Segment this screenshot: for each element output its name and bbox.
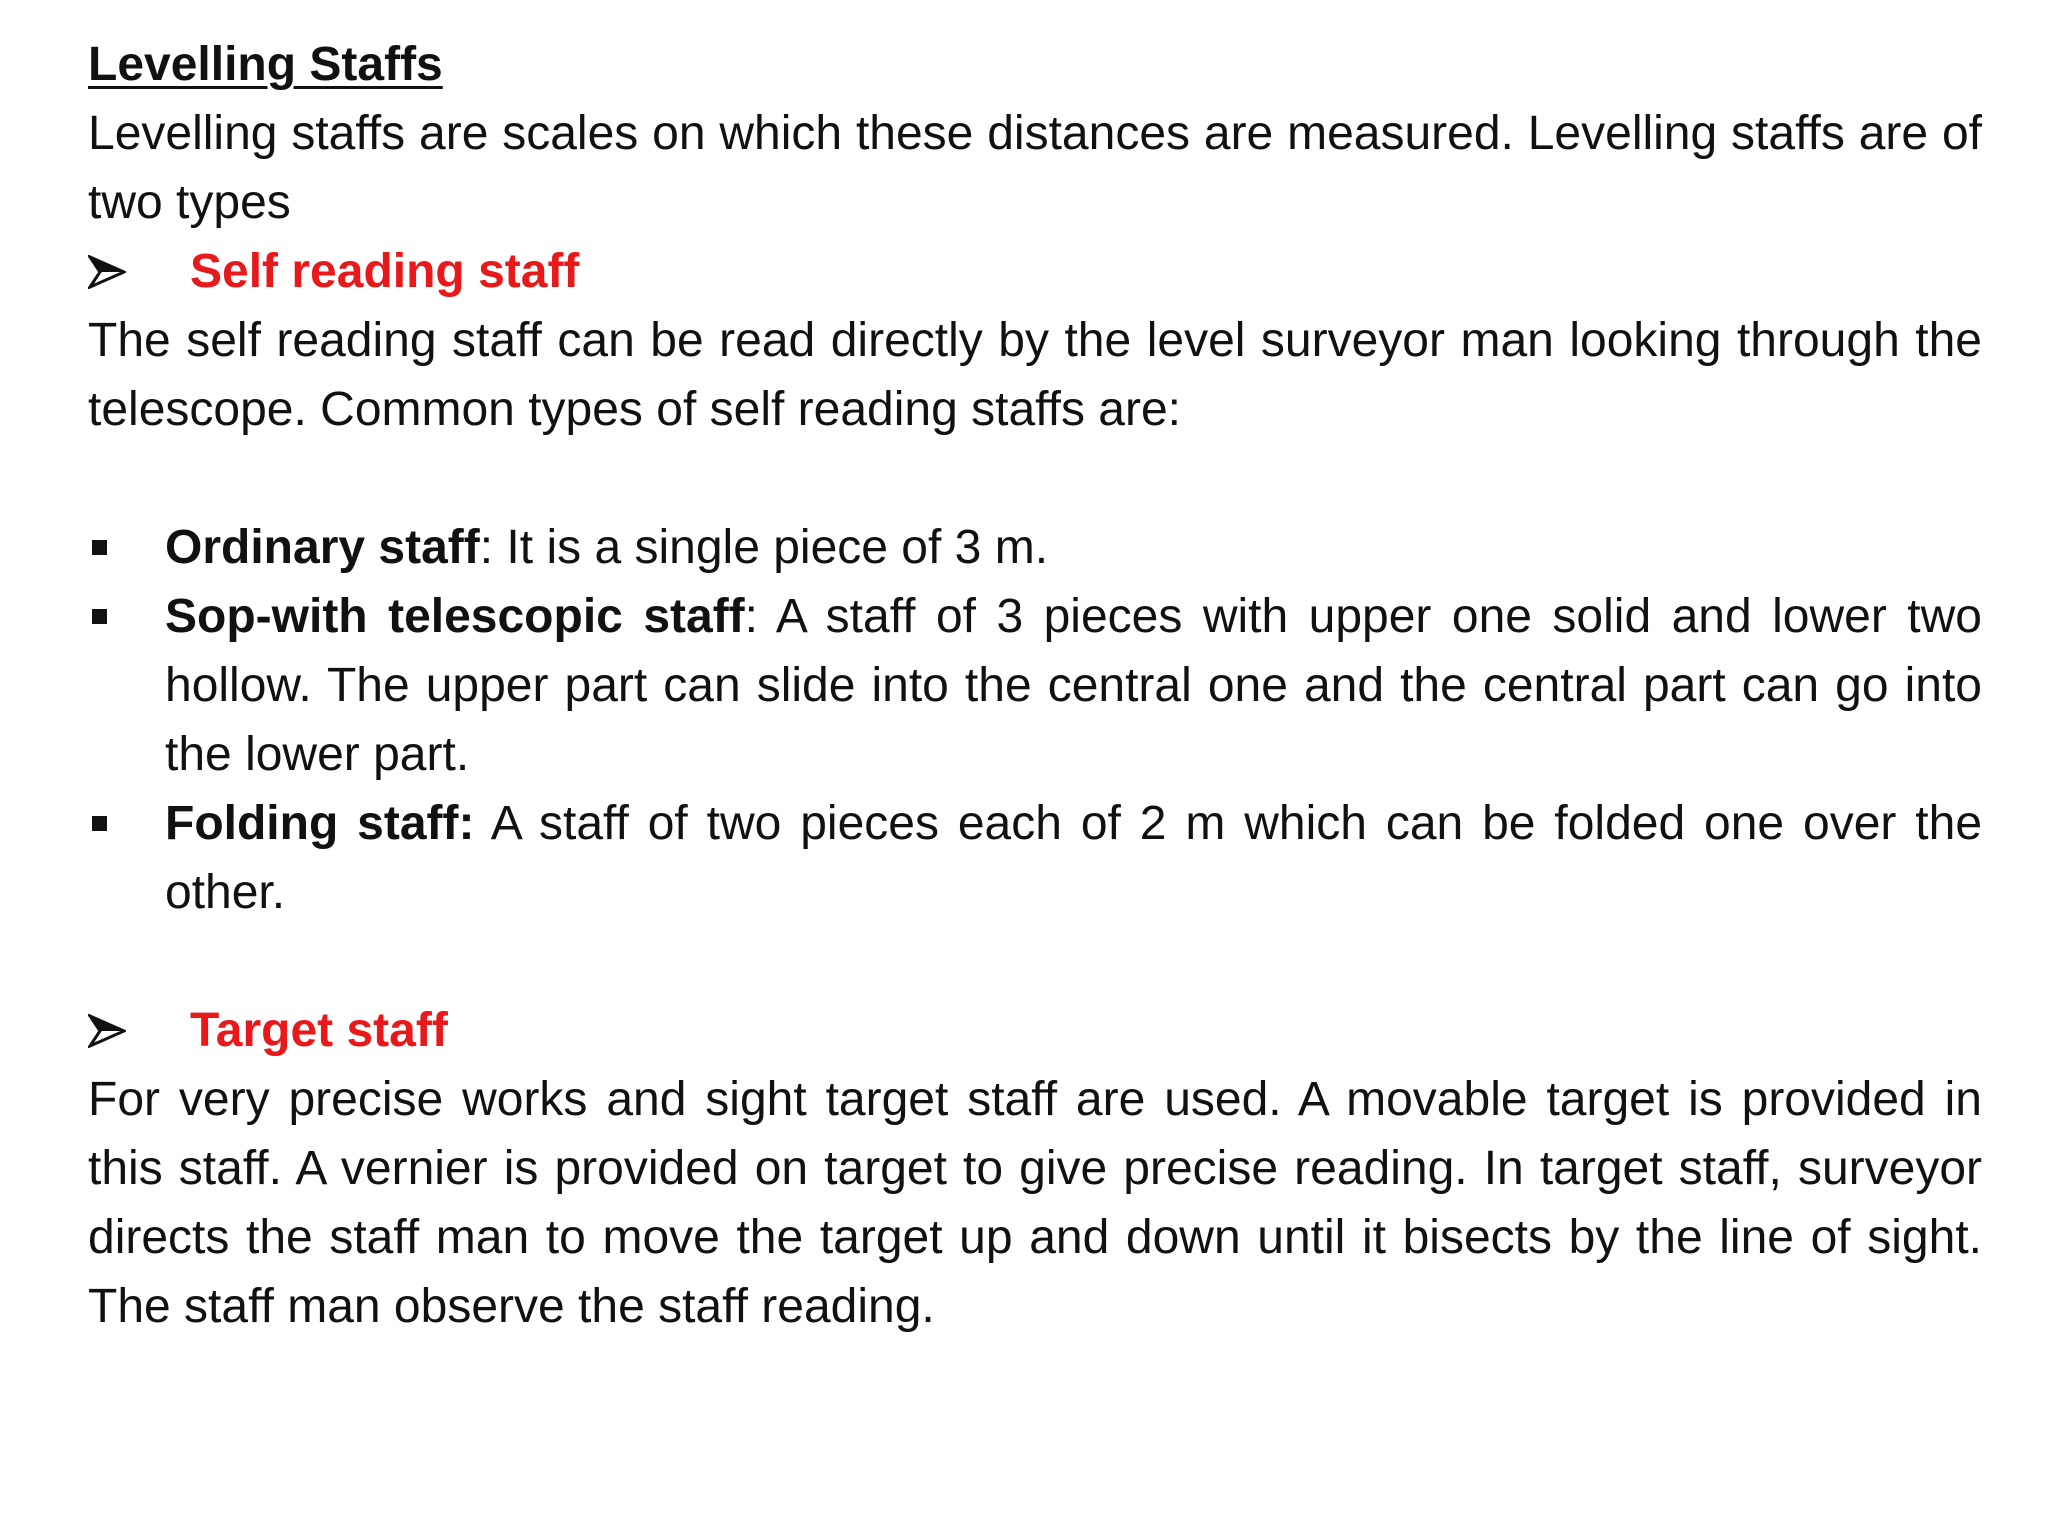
list-item-body: A staff of 3 pieces with upper one solid and lower two hollow. The upper part can slide into the central one and the central part can go into the lower part. (165, 590, 1983, 781)
list-item (88, 582, 1982, 789)
list-item-body: It is a single piece of 3 m. (493, 521, 1049, 574)
section-heading-text: Self reading staff (190, 245, 580, 298)
spacer (88, 444, 1982, 513)
section-heading-text: Target staff (190, 1004, 448, 1057)
list-item-term: Sop-with telescopic staff (165, 590, 745, 643)
list-item (88, 513, 1982, 582)
list-item-text (165, 513, 1982, 582)
spacer (88, 927, 1982, 996)
list-item-separator: : (479, 521, 494, 574)
list-item-term: Folding staff: (165, 797, 475, 850)
arrowhead-bullet-icon (88, 255, 190, 289)
self-reading-description: The self reading staff can be read directly by the level surveyor man looking through the telescope. Common types of self reading staffs are: (88, 314, 1982, 436)
arrowhead-bullet-icon (88, 1014, 190, 1048)
square-bullet-icon (88, 789, 165, 858)
square-bullet-icon (88, 582, 165, 651)
section-heading-self-reading (88, 237, 1982, 306)
list-item-body: A staff of two pieces each of 2 m which can be folded one over the other. (165, 797, 1983, 919)
list-item-text (165, 789, 1982, 927)
square-bullet-icon (88, 513, 165, 582)
section-heading-target (88, 996, 1982, 1065)
target-description: For very precise works and sight target staff are used. A movable target is provided in this staff. A vernier is provided on target to give precise reading. In target staff, surveyor directs the staff man to move the target up and down until it bisects by the line of sight. The staff man observe the staff reading. (88, 1073, 1982, 1333)
list-item-text (165, 582, 1982, 789)
list-item-separator: : (744, 590, 759, 643)
page-title: Levelling Staffs (88, 38, 443, 91)
list-item-term: Ordinary staff (165, 521, 480, 574)
list-item (88, 789, 1982, 927)
intro-paragraph: Levelling staffs are scales on which these distances are measured. Levelling staffs are of two types (88, 107, 1982, 229)
